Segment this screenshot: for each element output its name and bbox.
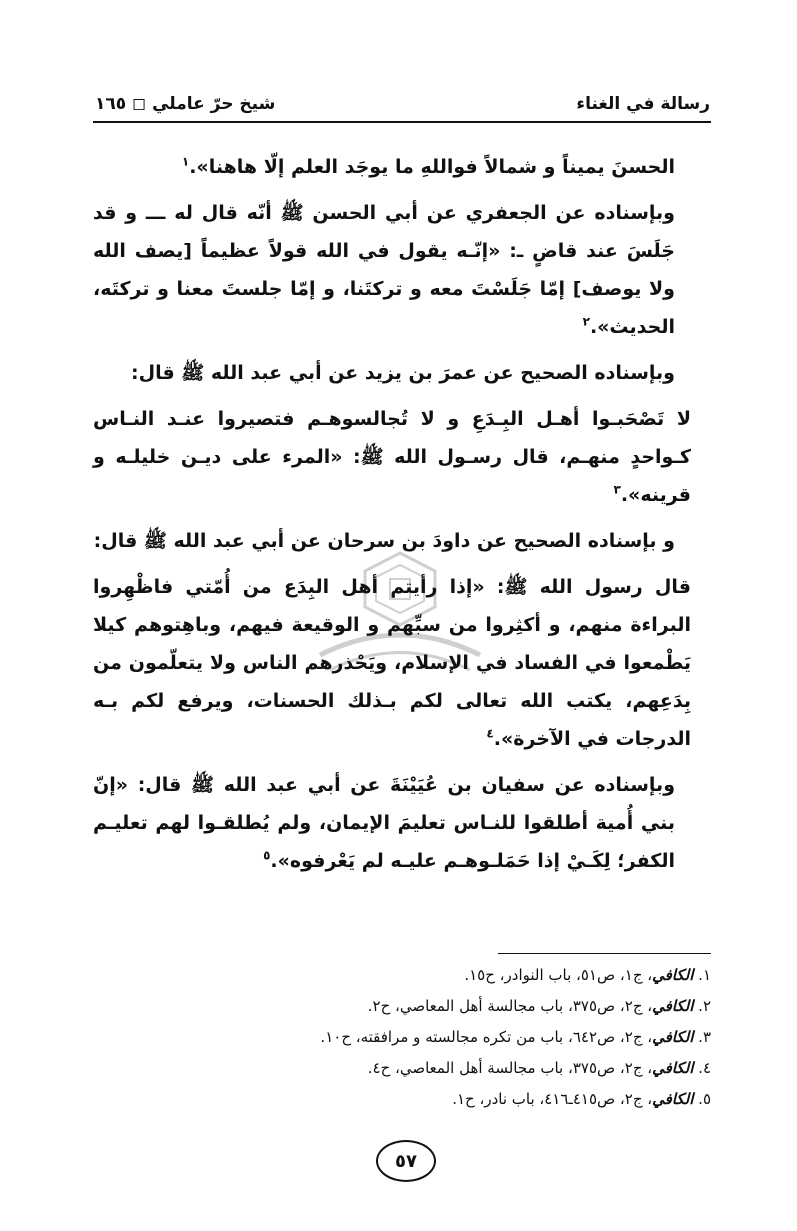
- paragraph-6-quote: قال رسول الله ﷺ: «إذا رأيتم أهل البِدَع من أُمّتي فاظْهِروا البراءة منهم، و أكثِروا من سبِّهم و الوقيعة فيهم، وباهِتوهم كيلا يَطْمعوا في الفساد في الإسلام، ويَحْذرهم الناس ولا يتعلّمون من بِدَعِهم، يكتب الله تعالى لكم بـذلك الحسنات، ويرفع لكم بـه الدرجات في الآخرة».$^٤$: [93, 576, 691, 750]
- paragraph-3: وبإسناده الصحيح عن عمرَ بن يزيد عن أبي عبد الله ﷺ قال:: [131, 362, 675, 384]
- footnote-ref-4[interactable]: ٤: [486, 726, 494, 741]
- paragraph-4-quote: لا تَصْحَبـوا أهـل البِـدَعِ و لا تُجالسوهـم فتصيروا عنـد النـاس كـواحدٍ منهـم، قال رسـول الله ﷺ: «المرء على ديـن خليلـه و قرينه».$^٣$: [93, 408, 691, 506]
- footnote-ref-2[interactable]: ٢: [582, 314, 590, 329]
- footnote-1: ١. الكافي، ج١، ص٥١، باب النوادر، ح١٥.: [464, 966, 711, 984]
- footnote-3: ٣. الكافي، ج٢، ص٦٤٢، باب من تكره مجالسته و مرافقته، ح١٠.: [320, 1028, 711, 1046]
- footnote-4: ٤. الكافي، ج٢، ص٣٧٥، باب مجالسة أهل المعاصي، ح٤.: [367, 1059, 711, 1077]
- header-rule: [93, 121, 711, 123]
- body-text: [93, 148, 711, 888]
- footnotes: [200, 960, 711, 1115]
- page-number: ٥٧: [376, 1140, 436, 1182]
- footnote-separator: [498, 953, 711, 954]
- footnote-ref-3[interactable]: ٣: [613, 482, 621, 497]
- running-header: [95, 84, 710, 114]
- footnote-ref-1[interactable]: ١: [181, 154, 190, 169]
- header-left-title: شيخ حرّ عاملي ◻ ١٦٥: [95, 94, 276, 114]
- footnote-2: ٢. الكافي، ج٢، ص٣٧٥، باب مجالسة أهل المعاصي، ح٢.: [367, 997, 711, 1015]
- footnote-ref-5[interactable]: ٥: [263, 848, 271, 863]
- paragraph-2: وبإسناده عن الجعفري عن أبي الحسن ﷺ أنّه قال له ـــ و قد جَلَسَ عند قاضٍ ـ: «إنّـه يقول في الله قولاً عظيماً [يصف الله ولا يوصف] إمّا جَلَسْتَ معه و تركتَنا، و إمّا جلستَ معنا و تركتَه، الحديث».$^٢$: [93, 202, 675, 338]
- paragraph-1: الحسنَ يميناً و شمالاً فواللهِ ما يوجَد العلم إلّا هاهنا».$^١$: [181, 154, 675, 178]
- paragraph-7: وبإسناده عن سفيان بن عُيَيْنَةَ عن أبي عبد الله ﷺ قال: «إنّ بني أُمية أطلقوا للنـاس تعليمَ الإيمان، ولم يُطلقـوا لهم تعليـم الكفر؛ لِكَـيْ إذا حَمَلـوهـم عليـه لم يَعْرفوه».$^٥$: [93, 774, 675, 872]
- footnote-5: ٥. الكافي، ج٢، ص٤١٥ـ٤١٦، باب نادر، ح١.: [452, 1090, 711, 1108]
- paragraph-5: و بإسناده الصحيح عن داودَ بن سرحان عن أبي عبد الله ﷺ قال:: [93, 530, 675, 552]
- header-right-title: رسالة في الغناء: [576, 94, 710, 114]
